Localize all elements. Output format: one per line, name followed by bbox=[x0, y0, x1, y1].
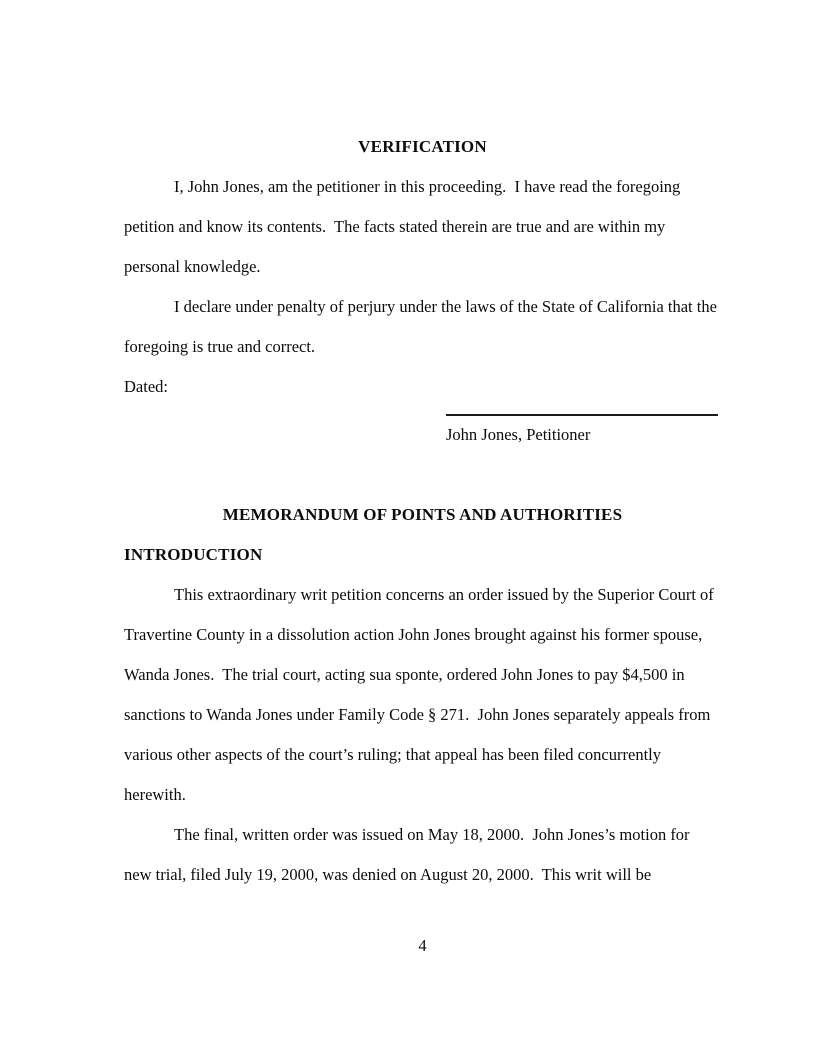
dated-label: Dated: bbox=[124, 377, 168, 396]
memorandum-heading: MEMORANDUM OF POINTS AND AUTHORITIES bbox=[222, 505, 623, 524]
verification-heading: VERIFICATION bbox=[358, 137, 487, 156]
signature-line bbox=[446, 414, 718, 416]
document-body bbox=[124, 127, 721, 895]
memorandum-paragraph-1: This extraordinary writ petition concerns an order issued by the Superior Court of Travertine County in a dissolution action John Jones brought against his former spouse, Wanda Jones. The trial court, acting sua sponte, ordered John Jones to pay $4,500 in sanctions to Wanda Jones under Family Code § 271. John Jones separately appeals from various other aspects of the court’s ruling; that appeal has been filed concurrently herewith. bbox=[124, 585, 718, 804]
signature-block bbox=[446, 414, 721, 453]
introduction-heading: INTRODUCTION bbox=[124, 545, 263, 564]
signature-name: John Jones, Petitioner bbox=[446, 425, 591, 444]
verification-paragraph-1: I, John Jones, am the petitioner in this proceeding. I have read the foregoing petition and know its contents. The facts stated therein are true and are within my personal knowledge. bbox=[124, 177, 685, 276]
memorandum-paragraph-2: The final, written order was issued on May 18, 2000. John Jones’s motion for new trial, filed July 19, 2000, was denied on August 20, 2000. This writ will be bbox=[124, 825, 694, 884]
verification-paragraph-2: I declare under penalty of perjury under the laws of the State of California that the foregoing is true and correct. bbox=[124, 297, 722, 356]
page-number: 4 bbox=[418, 936, 427, 955]
